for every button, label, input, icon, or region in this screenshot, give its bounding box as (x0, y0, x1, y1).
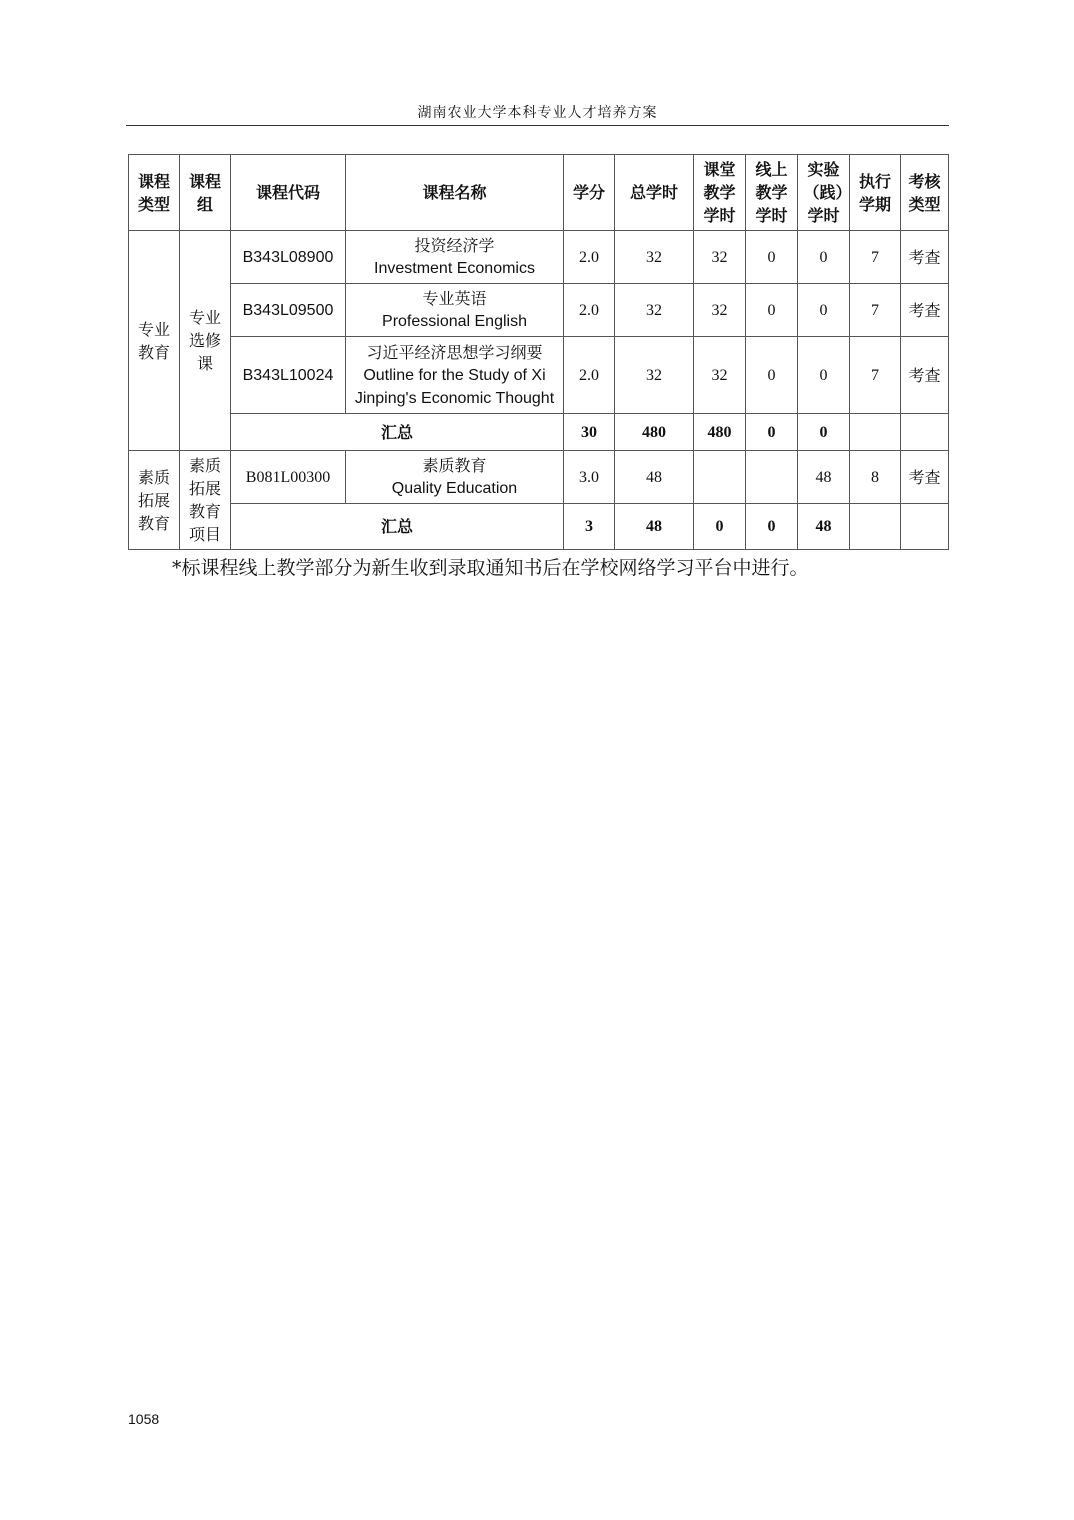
subtotal-online-hours: 0 (746, 414, 798, 451)
header-total-hours: 总学时 (615, 155, 694, 231)
header-semester: 执行学期 (850, 155, 901, 231)
course-code: B343L09500 (231, 284, 346, 337)
semester: 7 (850, 337, 901, 414)
semester: 7 (850, 284, 901, 337)
subtotal-assessment (901, 504, 949, 550)
table-row (129, 451, 949, 504)
lab-hours: 0 (798, 231, 850, 284)
classroom-hours (694, 451, 746, 504)
assessment: 考查 (901, 284, 949, 337)
online-hours (746, 451, 798, 504)
subtotal-classroom-hours: 0 (694, 504, 746, 550)
classroom-hours: 32 (694, 284, 746, 337)
assessment: 考查 (901, 451, 949, 504)
subtotal-lab-hours: 0 (798, 414, 850, 451)
total-hours: 48 (615, 451, 694, 504)
subtotal-lab-hours: 48 (798, 504, 850, 550)
lab-hours: 0 (798, 337, 850, 414)
credits: 2.0 (564, 231, 615, 284)
subtotal-label: 汇总 (231, 504, 564, 550)
total-hours: 32 (615, 284, 694, 337)
subtotal-online-hours: 0 (746, 504, 798, 550)
online-hours: 0 (746, 337, 798, 414)
credits: 2.0 (564, 337, 615, 414)
course-code: B081L00300 (231, 451, 346, 504)
subtotal-credits: 3 (564, 504, 615, 550)
subtotal-label: 汇总 (231, 414, 564, 451)
table-header-row (129, 155, 949, 231)
subtotal-row (129, 414, 949, 451)
course-name-en: Professional English (382, 313, 527, 330)
course-name (346, 337, 564, 414)
lab-hours: 48 (798, 451, 850, 504)
course-group-cell: 素质拓展教育项目 (180, 451, 231, 550)
classroom-hours: 32 (694, 231, 746, 284)
subtotal-credits: 30 (564, 414, 615, 451)
course-group-cell: 专业选修课 (180, 231, 231, 451)
course-code: B343L10024 (231, 337, 346, 414)
course-type-cell: 素质拓展教育 (129, 451, 180, 550)
course-code: B343L08900 (231, 231, 346, 284)
subtotal-row (129, 504, 949, 550)
subtotal-total-hours: 480 (615, 414, 694, 451)
online-hours: 0 (746, 231, 798, 284)
semester: 8 (850, 451, 901, 504)
classroom-hours: 32 (694, 337, 746, 414)
header-credits: 学分 (564, 155, 615, 231)
header-lab-hours: 实验（践）学时 (798, 155, 850, 231)
online-hours: 0 (746, 284, 798, 337)
total-hours: 32 (615, 337, 694, 414)
course-name-en: Investment Economics (374, 260, 535, 277)
table-row (129, 284, 949, 337)
header-classroom-hours: 课堂教学学时 (694, 155, 746, 231)
credits: 2.0 (564, 284, 615, 337)
credits: 3.0 (564, 451, 615, 504)
course-name (346, 451, 564, 504)
course-name-en: Quality Education (391, 480, 518, 497)
subtotal-assessment (901, 414, 949, 451)
header-online-hours: 线上教学学时 (746, 155, 798, 231)
course-name (346, 231, 564, 284)
total-hours: 32 (615, 231, 694, 284)
header-course-type: 课程类型 (129, 155, 180, 231)
course-name-zh: 投资经济学 (414, 236, 495, 255)
semester: 7 (850, 231, 901, 284)
assessment: 考查 (901, 231, 949, 284)
curriculum-table (128, 154, 949, 550)
course-name (346, 284, 564, 337)
table-row (129, 231, 949, 284)
subtotal-total-hours: 48 (615, 504, 694, 550)
table-row (129, 337, 949, 414)
subtotal-semester (850, 504, 901, 550)
subtotal-semester (850, 414, 901, 451)
header-divider (126, 125, 949, 126)
footnote: *标课程线上教学部分为新生收到录取通知书后在学校网络学习平台中进行。 (172, 557, 809, 579)
course-name-zh: 专业英语 (422, 289, 487, 308)
header-course-group: 课程组 (180, 155, 231, 231)
course-name-zh: 素质教育 (422, 456, 487, 475)
subtotal-classroom-hours: 480 (694, 414, 746, 451)
header-assessment: 考核类型 (901, 155, 949, 231)
course-name-zh: 习近平经济思想学习纲要 (366, 342, 543, 362)
course-name-en: Outline for the Study of Xi Jinping's Economic Thought (354, 366, 555, 407)
header-course-name: 课程名称 (346, 155, 564, 231)
page-header-title: 湖南农业大学本科专业人才培养方案 (417, 105, 658, 121)
header-course-code: 课程代码 (231, 155, 346, 231)
assessment: 考查 (901, 337, 949, 414)
course-type-cell: 专业教育 (129, 231, 180, 451)
lab-hours: 0 (798, 284, 850, 337)
page-number: 1058 (128, 1411, 160, 1427)
